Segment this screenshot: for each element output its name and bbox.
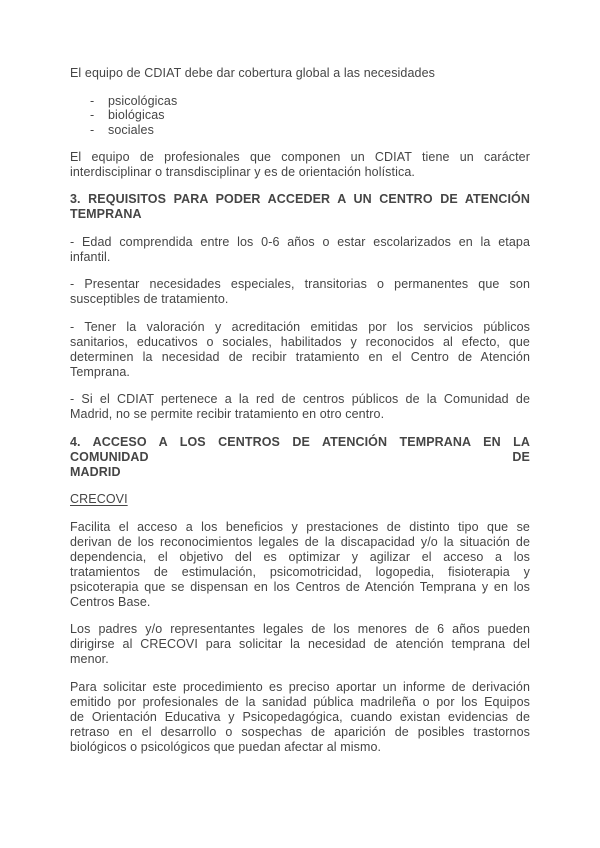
text-line: El equipo de CDIAT debe dar cobertura global a las necesidades: [70, 66, 435, 80]
text-line: infantil.: [70, 249, 111, 264]
list-item: [90, 94, 530, 109]
text-line: psicoterapia que se dispensan en los Centros de Atención Temprana y en los: [70, 579, 530, 594]
text-line: Madrid, no se permite recibir tratamiento en otro centro.: [70, 407, 385, 421]
text-line: tratamientos de estimulación, psicomotricidad, logopedia, fisioterapia y: [70, 564, 530, 579]
text-line: - Tener la valoración y acreditación emitidas por los servicios públicos: [70, 319, 530, 334]
text-line: Para solicitar este procedimiento es preciso aportar un informe de derivación: [70, 679, 530, 694]
text-line: menor.: [70, 652, 109, 666]
needs-bullet-list: [70, 94, 530, 138]
team-paragraph: [70, 150, 530, 180]
list-dash-marker: -: [90, 122, 95, 137]
text-line: - Si el CDIAT pertenece a la red de centros públicos de la Comunidad de: [70, 392, 530, 406]
text-line: derivan de los reconocimientos legales de la discapacidad y/o la situación de: [70, 534, 530, 549]
list-item-label: sociales: [108, 122, 154, 137]
text-line: biológicos o psicológicos que puedan afectar al mismo.: [70, 739, 382, 754]
text-line: CRECOVI: [70, 492, 128, 506]
text-line: Los padres y/o representantes legales de los menores de 6 años pueden: [70, 622, 530, 636]
text-line: TEMPRANA: [70, 207, 142, 221]
referral-report-paragraph: [70, 680, 530, 755]
list-item-label: psicológicas: [108, 93, 178, 108]
document-content: [70, 66, 530, 767]
requirement-age-paragraph: [70, 235, 530, 265]
text-line: 3. REQUISITOS PARA PODER ACCEDER A UN CENTRO DE ATENCIÓN: [70, 192, 530, 206]
text-line: Facilita el acceso a los beneficios y prestaciones de distinto tipo que se: [70, 519, 530, 534]
crecovi-subheading: [70, 492, 530, 507]
text-line: emitido por profesionales de la sanidad pública madrileña o por los Equipos: [70, 694, 530, 709]
requirement-accreditation-paragraph: [70, 320, 530, 380]
text-line: susceptibles de tratamiento.: [70, 292, 229, 306]
crecovi-description-paragraph: [70, 520, 530, 610]
list-item: [90, 123, 530, 138]
list-dash-marker: -: [90, 93, 95, 108]
list-dash-marker: -: [90, 108, 95, 122]
parents-request-paragraph: [70, 622, 530, 667]
text-line: MADRID: [70, 464, 121, 479]
text-line: dependencia, el objetivo del es optimizar y agilizar el acceso a los: [70, 549, 530, 564]
text-line: Centros Base.: [70, 594, 151, 609]
text-line: Temprana.: [70, 364, 130, 379]
requirement-public-network-paragraph: [70, 392, 530, 422]
section-4-heading: [70, 435, 530, 480]
text-line: determinen la necesidad de recibir tratamiento en el Centro de Atención: [70, 349, 530, 364]
text-line: dirigirse al CRECOVI para solicitar la necesidad de atención temprana del: [70, 637, 530, 651]
intro-paragraph: [70, 66, 530, 81]
section-3-heading: [70, 192, 530, 222]
text-line: 4. ACCESO A LOS CENTROS DE ATENCIÓN TEMPRANA EN LA COMUNIDAD DE: [70, 434, 530, 464]
text-line: retraso en el desarrollo o sospechas de aparición de posibles trastornos: [70, 724, 530, 739]
text-line: sanitarios, educativos o sociales, habilitados y reconocidos al efecto, que: [70, 334, 530, 349]
list-item: [90, 108, 530, 123]
text-line: interdisciplinar o transdisciplinar y es de orientación holística.: [70, 164, 415, 179]
text-line: - Presentar necesidades especiales, transitorias o permanentes que son: [70, 277, 530, 291]
text-line: El equipo de profesionales que componen un CDIAT tiene un carácter: [70, 149, 530, 164]
text-line: de Orientación Educativa y Psicopedagógica, cuando existan evidencias de: [70, 709, 530, 724]
text-line: - Edad comprendida entre los 0-6 años o estar escolarizados en la etapa: [70, 234, 530, 249]
list-item-label: biológicas: [108, 108, 165, 122]
requirement-needs-paragraph: [70, 277, 530, 307]
